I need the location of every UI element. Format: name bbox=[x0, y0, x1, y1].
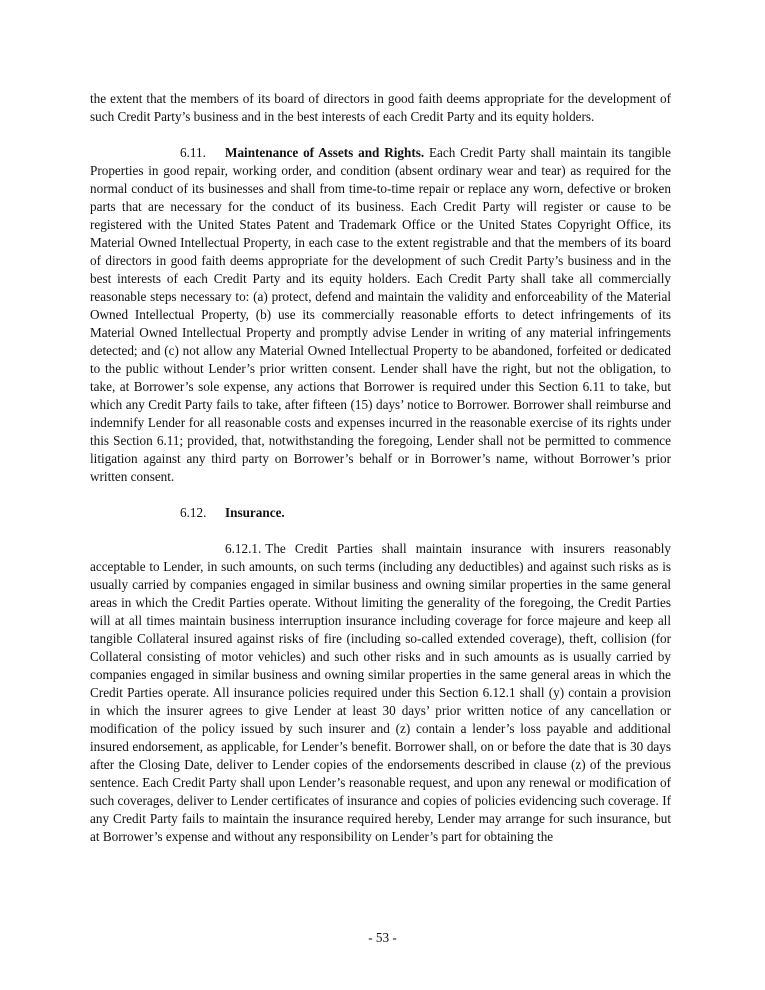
section-6-11-paragraph bbox=[90, 144, 671, 486]
section-6-11-body: Each Credit Party shall maintain its tangible Properties in good repair, working order, and condition (absent ordinary wear and tear) as required for the normal conduct of its businesses and shall from time-to-time repair or replace any worn, defective or broken parts that are necessary for the conduct of its business. Each Credit Party will register or cause to be registered with the United States Patent and Trademark Office or the United States Copyright Office, its Material Owned Intellectual Property, in each case to the extent registrable and that the members of its board of directors in good faith deems appropriate for the development of such Credit Party’s business and in the best interests of each Credit Party and its equity holders. Each Credit Party shall take all commercially reasonable steps necessary to: (a) protect, defend and maintain the validity and enforceability of the Material Owned Intellectual Property, (b) use its commercially reasonable efforts to detect infringements of its Material Owned Intellectual Property and promptly advise Lender in writing of any material infringements detected; and (c) not allow any Material Owned Intellectual Property to be abandoned, forfeited or dedicated to the public without Lender’s prior written consent. Lender shall have the right, but not the obligation, to take, at Borrower’s sole expense, any actions that Borrower is required under this Section 6.11 to take, but which any Credit Party fails to take, after fifteen (15) days’ notice to Borrower. Borrower shall reimburse and indemnify Lender for all reasonable costs and expenses incurred in the reasonable exercise of its rights under this Section 6.11; provided, that, notwithstanding the foregoing, Lender shall not be permitted to commence litigation against any third party on Borrower’s behalf or in Borrower’s name, without Borrower’s prior written consent. bbox=[90, 145, 672, 484]
section-6-12-1-paragraph bbox=[90, 540, 671, 846]
section-6-12-1-number: 6.12.1. bbox=[225, 541, 262, 556]
document-page bbox=[90, 90, 671, 846]
section-6-11-number: 6.11. bbox=[180, 145, 206, 160]
section-6-12-number: 6.12. bbox=[180, 505, 207, 520]
section-6-11-heading: Maintenance of Assets and Rights. bbox=[225, 145, 425, 160]
section-6-12-1-body: The Credit Parties shall maintain insurance with insurers reasonably acceptable to Lender, in such amounts, on such terms (including any deductibles) and against such risks as is usually carried by companies engaged in similar business and owning similar properties in the same general areas in which the Credit Parties operate. Without limiting the generality of the foregoing, the Credit Parties will at all times maintain business interruption insurance including coverage for force majeure and keep all tangible Collateral insured against risks of fire (including so-called extended coverage), theft, collision (for Collateral consisting of motor vehicles) and such other risks and in such amounts as is usually carried by companies engaged in similar business and owning similar properties in the same general areas in which the Credit Parties operate. All insurance policies required under this Section 6.12.1 shall (y) contain a provision in which the insurer agrees to give Lender at least 30 days’ prior written notice of any cancellation or modification of the policy issued by such insurer and (z) contain a lender’s loss payable and additional insured endorsement, as applicable, for Lender’s benefit. Borrower shall, on or before the date that is 30 days after the Closing Date, deliver to Lender copies of the endorsements described in clause (z) of the previous sentence. Each Credit Party shall upon Lender’s reasonable request, and upon any renewal or modification of such coverages, deliver to Lender certificates of insurance and copies of policies evidencing such coverage. If any Credit Party fails to maintain the insurance required hereby, Lender may arrange for such insurance, but at Borrower’s expense and without any responsibility on Lender’s part for obtaining the bbox=[90, 541, 671, 844]
continuation-paragraph: the extent that the members of its board of directors in good faith deems appropriate for the development of such Credit Party’s business and in the best interests of each Credit Party and its equity holders. bbox=[90, 91, 671, 124]
section-6-12-heading-line bbox=[90, 504, 671, 522]
page-number: - 53 - bbox=[368, 930, 397, 945]
section-6-12-heading: Insurance. bbox=[225, 505, 285, 520]
